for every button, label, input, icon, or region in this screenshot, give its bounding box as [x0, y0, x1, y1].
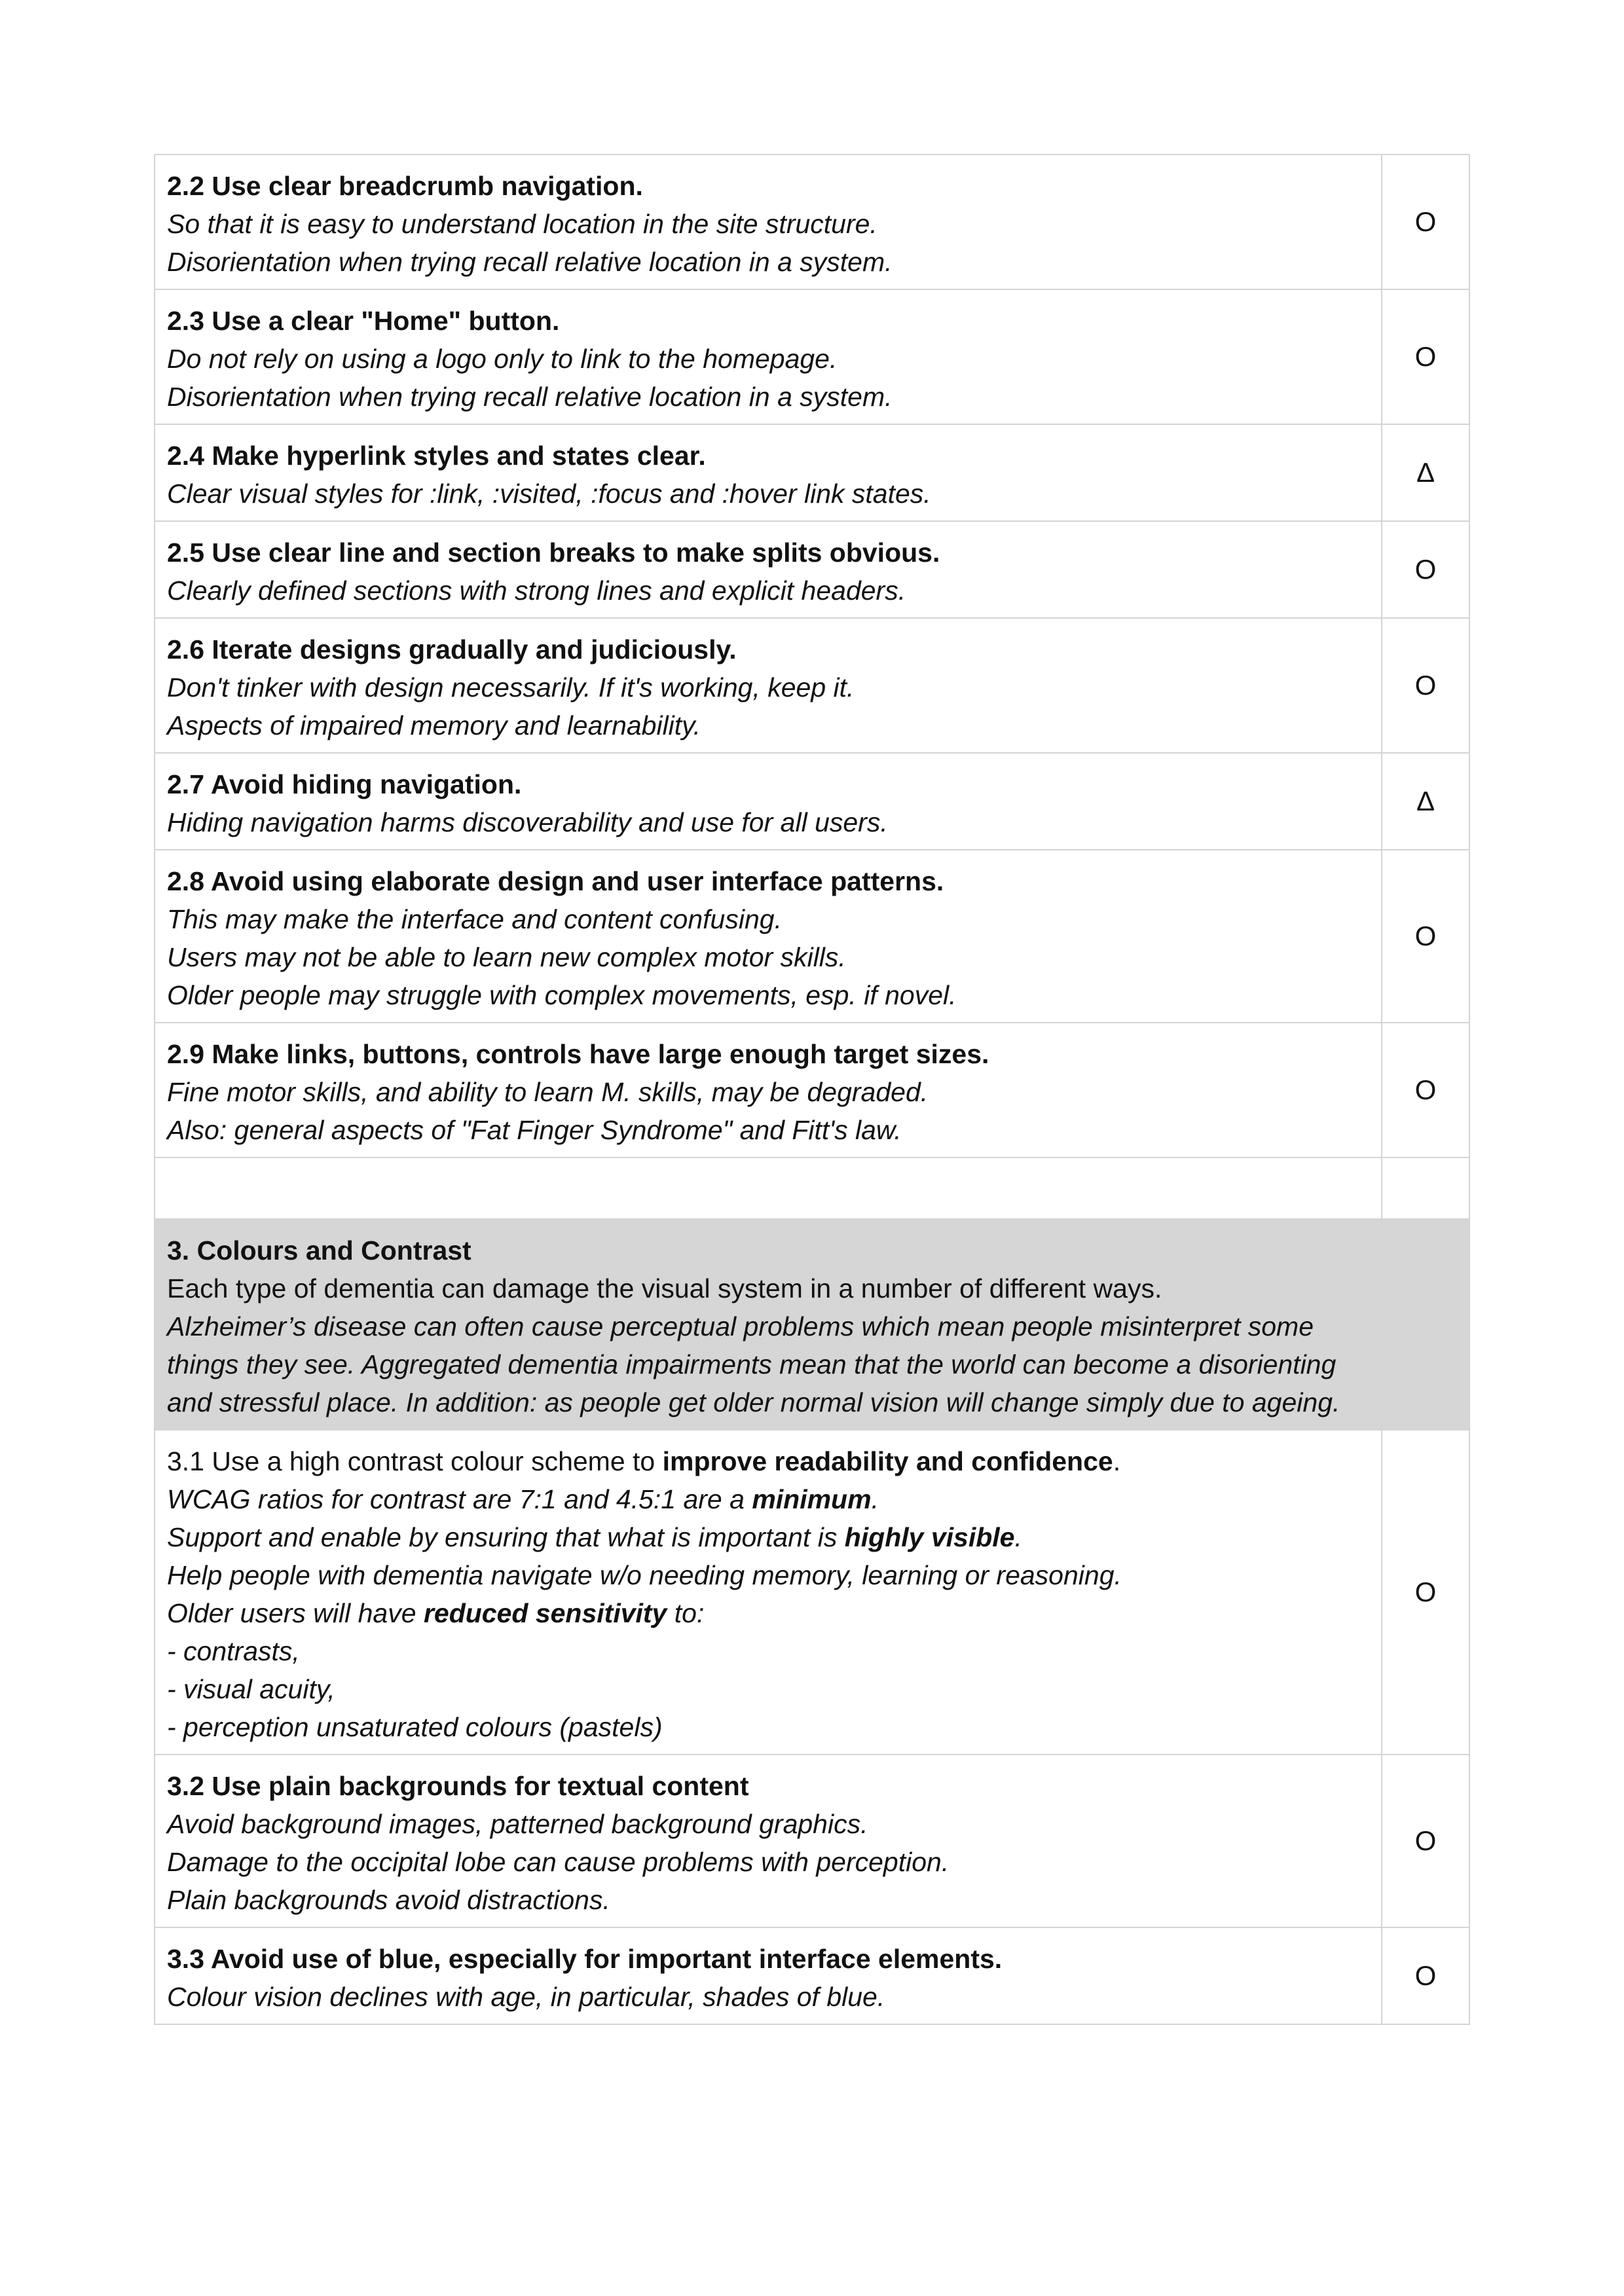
compliance-mark: O	[1382, 850, 1469, 1023]
guideline-note: - perception unsaturated colours (pastels)	[167, 1712, 663, 1742]
empty-mark-cell	[1382, 1219, 1469, 1430]
guideline-note: So that it is easy to understand location in the site structure.	[167, 209, 877, 239]
text-segment: .	[1113, 1446, 1121, 1476]
guideline-note: Do not rely on using a logo only to link to the homepage.	[167, 344, 838, 374]
text-segment: .	[1014, 1522, 1022, 1552]
guideline-note: - visual acuity,	[167, 1674, 335, 1704]
guideline-note	[167, 1518, 1371, 1556]
table-row	[155, 753, 1469, 850]
guideline-note: Disorientation when trying recall relative location in a system.	[167, 247, 893, 277]
guideline-cell	[155, 850, 1382, 1023]
guideline-note: Disorientation when trying recall relative location in a system.	[167, 382, 893, 412]
guideline-title: 2.9 Make links, buttons, controls have large enough target sizes.	[167, 1039, 989, 1069]
guideline-cell	[155, 753, 1382, 850]
section-title: 3. Colours and Contrast	[167, 1235, 471, 1266]
text-segment: .	[871, 1484, 879, 1514]
emphasis-text: reduced sensitivity	[423, 1598, 667, 1628]
guidelines-table	[154, 154, 1470, 2025]
text-segment: to:	[667, 1598, 705, 1628]
guideline-note: Avoid background images, patterned background graphics.	[167, 1809, 868, 1839]
guideline-cell	[155, 289, 1382, 424]
empty-cell	[1382, 1157, 1469, 1219]
guideline-note: Also: general aspects of "Fat Finger Syndrome" and Fitt's law.	[167, 1115, 902, 1145]
guideline-cell	[155, 424, 1382, 521]
section-header-cell	[155, 1219, 1382, 1430]
guideline-cell	[155, 618, 1382, 753]
guideline-cell	[155, 1023, 1382, 1157]
compliance-mark: O	[1382, 1927, 1469, 2024]
guideline-note: Aspects of impaired memory and learnability.	[167, 710, 701, 740]
spacer-row	[155, 1157, 1469, 1219]
guideline-note: Colour vision declines with age, in particular, shades of blue.	[167, 1982, 885, 2012]
guideline-cell	[155, 1755, 1382, 1927]
guideline-title: 3.3 Avoid use of blue, especially for important interface elements.	[167, 1944, 1003, 1974]
emphasis-text: minimum	[752, 1484, 872, 1514]
guideline-note: Older people may struggle with complex movements, esp. if novel.	[167, 980, 957, 1010]
text-segment: WCAG ratios for contrast are 7:1 and 4.5:1 are a	[167, 1484, 752, 1514]
guideline-note	[167, 1594, 1371, 1632]
table-row	[155, 521, 1469, 618]
table-row	[155, 1023, 1469, 1157]
guideline-title: 2.5 Use clear line and section breaks to make splits obvious.	[167, 538, 940, 568]
text-segment: Support and enable by ensuring that what is important is	[167, 1522, 845, 1552]
section-header-row	[155, 1219, 1469, 1430]
guideline-title: 2.3 Use a clear "Home" button.	[167, 306, 560, 336]
compliance-mark: Δ	[1382, 753, 1469, 850]
guideline-title: 2.2 Use clear breadcrumb navigation.	[167, 171, 643, 201]
text-segment: 3.1 Use a high contrast colour scheme to	[167, 1446, 663, 1476]
compliance-mark: O	[1382, 1430, 1469, 1755]
compliance-mark: Δ	[1382, 424, 1469, 521]
empty-cell	[155, 1157, 1382, 1219]
guideline-note: This may make the interface and content confusing.	[167, 904, 782, 934]
guideline-title: 2.8 Avoid using elaborate design and user interface patterns.	[167, 866, 944, 896]
compliance-mark: O	[1382, 289, 1469, 424]
compliance-mark: O	[1382, 155, 1469, 289]
guideline-title: 2.6 Iterate designs gradually and judiciously.	[167, 634, 737, 665]
guideline-note: Hiding navigation harms discoverability and use for all users.	[167, 807, 888, 837]
guideline-note: Users may not be able to learn new complex motor skills.	[167, 942, 846, 972]
guideline-note: Clear visual styles for :link, :visited, :focus and :hover link states.	[167, 479, 931, 509]
compliance-mark: O	[1382, 521, 1469, 618]
emphasis-text: improve readability and confidence	[662, 1446, 1113, 1476]
guideline-note: Fine motor skills, and ability to learn M. skills, may be degraded.	[167, 1077, 929, 1107]
table-row	[155, 618, 1469, 753]
compliance-mark: O	[1382, 1023, 1469, 1157]
section-intro: Each type of dementia can damage the visual system in a number of different ways.	[167, 1273, 1162, 1303]
guideline-title: 2.7 Avoid hiding navigation.	[167, 769, 522, 799]
guideline-note	[167, 1480, 1371, 1518]
table-row	[155, 1430, 1469, 1755]
table-row	[155, 289, 1469, 424]
table-row	[155, 424, 1469, 521]
compliance-mark: O	[1382, 1755, 1469, 1927]
emphasis-text: highly visible	[844, 1522, 1015, 1552]
guideline-title: 3.2 Use plain backgrounds for textual content	[167, 1771, 749, 1801]
guideline-cell	[155, 1430, 1382, 1755]
table-row	[155, 850, 1469, 1023]
compliance-mark: O	[1382, 618, 1469, 753]
guideline-note: Damage to the occipital lobe can cause problems with perception.	[167, 1847, 950, 1877]
guideline-note: Clearly defined sections with strong lines and explicit headers.	[167, 575, 906, 606]
table-row	[155, 1927, 1469, 2024]
text-segment: Older users will have	[167, 1598, 424, 1628]
table-row	[155, 1755, 1469, 1927]
guideline-note: - contrasts,	[167, 1636, 300, 1666]
guideline-note: Don't tinker with design necessarily. If it's working, keep it.	[167, 672, 855, 702]
guideline-title	[167, 1442, 1371, 1480]
table-row	[155, 155, 1469, 289]
guideline-title: 2.4 Make hyperlink styles and states clear.	[167, 441, 706, 471]
guideline-note: Plain backgrounds avoid distractions.	[167, 1885, 610, 1915]
guideline-cell	[155, 521, 1382, 618]
guideline-cell	[155, 155, 1382, 289]
guideline-cell	[155, 1927, 1382, 2024]
guideline-note: Help people with dementia navigate w/o needing memory, learning or reasoning.	[167, 1560, 1122, 1590]
section-body: Alzheimer’s disease can often cause perceptual problems which mean people misinterpret some things they see. Aggregated dementia impairments mean that the world can become a disorienting and stressful place. In addition: as people get older normal vision will change simply due to ageing.	[167, 1311, 1340, 1417]
